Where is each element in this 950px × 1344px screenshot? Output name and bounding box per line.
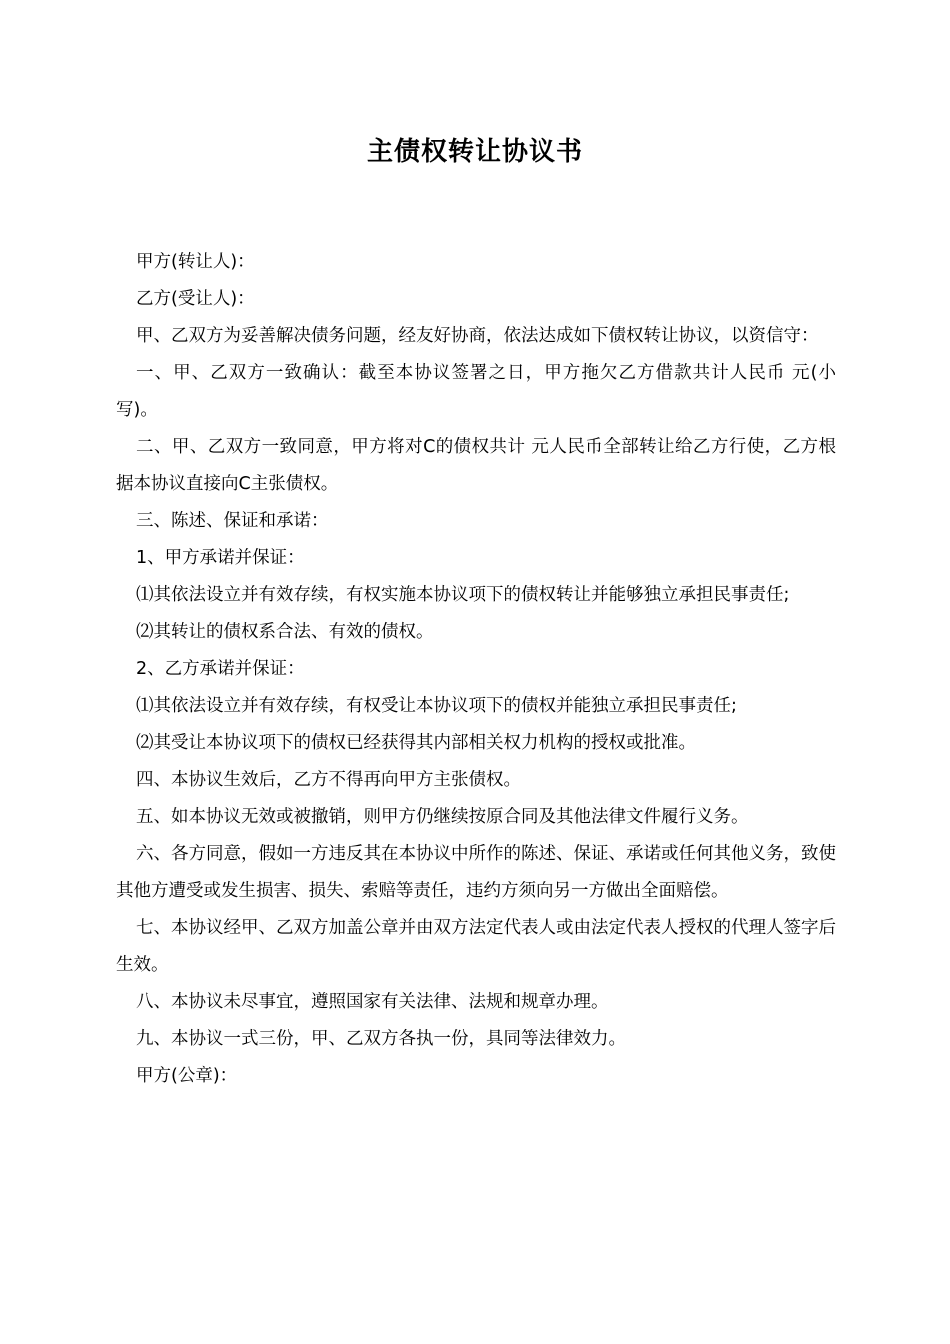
- clause-3-heading: 三、陈述、保证和承诺：: [136, 511, 329, 531]
- clause-1: 一、甲、乙双方一致确认：截至本协议签署之日，甲方拖欠乙方借款共计人民币 元(小写)。: [116, 363, 836, 420]
- party-a-seal-line: 甲方(公章)：: [136, 1066, 238, 1086]
- clause-5: 五、如本协议无效或被撤销，则甲方仍继续按原合同及其他法律文件履行义务。: [136, 807, 749, 827]
- clause-3-2-item-1: ⑴其依法设立并有效存续，有权受让本协议项下的债权并能独立承担民事责任;: [136, 696, 737, 716]
- clause-3-1-item-1: ⑴其依法设立并有效存续，有权实施本协议项下的债权转让并能够独立承担民事责任;: [136, 585, 790, 605]
- document-title: 主债权转让协议书: [366, 137, 583, 167]
- clause-8: 八、本协议未尽事宜，遵照国家有关法律、法规和规章办理。: [136, 992, 609, 1012]
- clause-2: 二、甲、乙双方一致同意，甲方将对C的债权共计 元人民币全部转让给乙方行使，乙方根据本协议直接向C主张债权。: [116, 437, 836, 494]
- clause-3-1-heading: 1、甲方承诺并保证：: [136, 548, 305, 568]
- clause-3-2-item-2: ⑵其受让本协议项下的债权已经获得其内部相关权力机构的授权或批准。: [136, 733, 696, 753]
- clause-3-2-heading: 2、乙方承诺并保证：: [136, 659, 305, 679]
- preamble-paragraph: 甲、乙双方为妥善解决债务问题，经友好协商，依法达成如下债权转让协议，以资信守：: [136, 326, 819, 346]
- clause-9: 九、本协议一式三份，甲、乙双方各执一份，具同等法律效力。: [136, 1029, 626, 1049]
- clause-7: 七、本协议经甲、乙双方加盖公章并由双方法定代表人或由法定代表人授权的代理人签字后生效。: [116, 918, 836, 975]
- clause-6: 六、各方同意，假如一方违反其在本协议中所作的陈述、保证、承诺或任何其他义务，致使其他方遭受或发生损害、损失、索赔等责任，违约方须向另一方做出全面赔偿。: [116, 844, 836, 901]
- party-a-line: 甲方(转让人)：: [136, 252, 255, 272]
- clause-4: 四、本协议生效后，乙方不得再向甲方主张债权。: [136, 770, 521, 790]
- clause-3-1-item-2: ⑵其转让的债权系合法、有效的债权。: [136, 622, 434, 642]
- party-b-line: 乙方(受让人)：: [136, 289, 255, 309]
- document-body: [116, 244, 836, 1095]
